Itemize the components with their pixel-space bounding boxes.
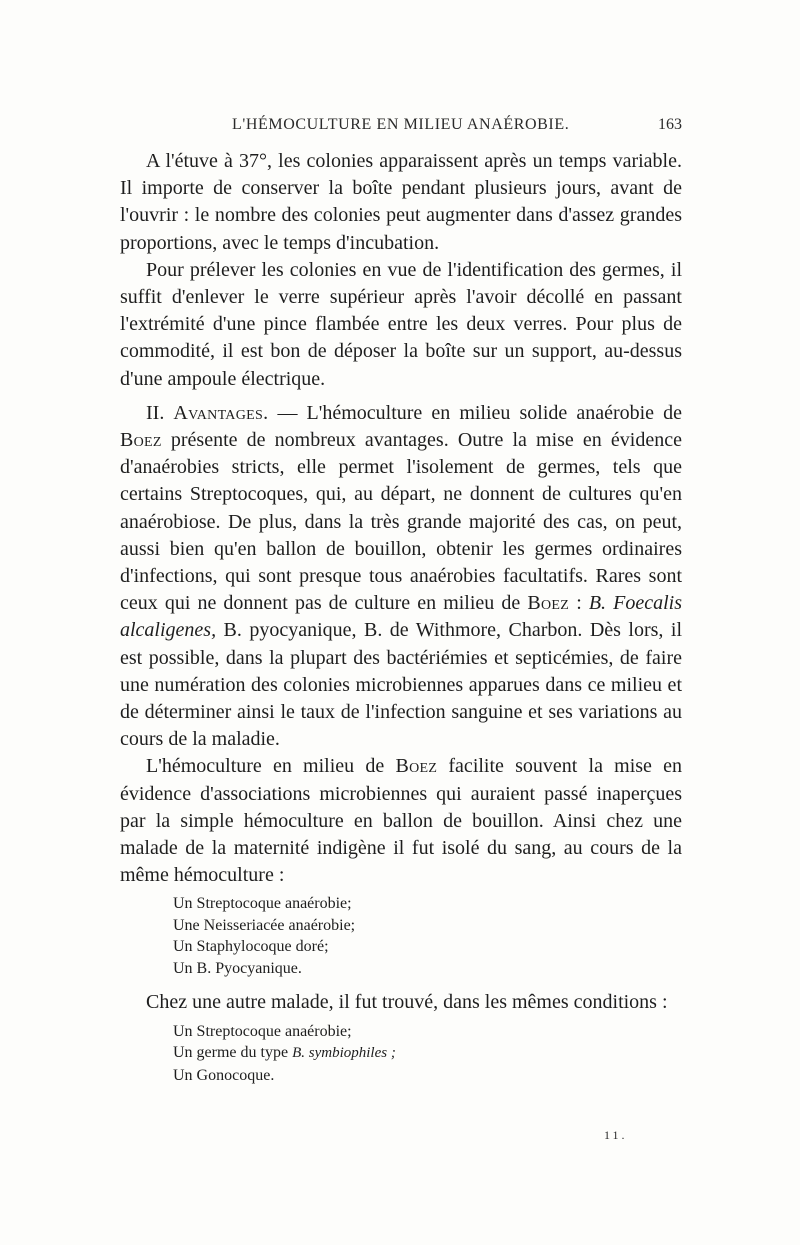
section-numeral: II.	[146, 401, 165, 424]
paragraph-second-patient: Chez une autre malade, il fut trouvé, dans les mêmes conditions :	[146, 991, 668, 1014]
body-text	[120, 148, 682, 1092]
author-name: Boez	[527, 592, 570, 615]
species-name: B. Foecalis alcaligenes,	[120, 592, 682, 642]
list-item	[173, 1042, 682, 1065]
paragraph-incubation: A l'étuve à 37°, les colonies apparaissent après un temps variable. Il importe de conserver la boîte pendant plusieurs jours, avant de l'ouvrir : le nombre des colonies peut augmenter dans d'assez grandes proportions, avec le temps d'incubation.	[120, 150, 682, 254]
running-title: L'HÉMOCULTURE EN MILIEU ANAÉROBIE.	[232, 116, 570, 133]
paragraph-sampling: Pour prélever les colonies en vue de l'identification des germes, il suffit d'enlever le verre supérieur après l'avoir décollé en passant l'extrémité d'une pince flambée entre les deux verres. Pour plus de commodité, il est bon de déposer la boîte sur un support, au-dessus d'une ampoule électrique.	[120, 258, 682, 390]
list-item: Un Gonocoque.	[173, 1066, 275, 1084]
list-item: Un Streptocoque anaérobie;	[173, 895, 352, 913]
page-number: 163	[658, 116, 682, 133]
text-run: Un germe du type	[173, 1044, 293, 1062]
sheet-signature: 11.	[604, 1128, 628, 1142]
text-run: :	[569, 592, 589, 615]
section-heading: Avantages.	[173, 401, 269, 424]
page-header	[120, 116, 682, 140]
list-item: Une Neisseriacée anaérobie;	[173, 916, 356, 934]
list-item: Un Staphylocoque doré;	[173, 938, 329, 956]
author-name: Boez	[395, 755, 438, 778]
text-run: — L'hémoculture en milieu solide anaérobie de	[268, 401, 683, 424]
list-item: Un Streptocoque anaérobie;	[173, 1022, 352, 1040]
paragraph-advantages	[120, 400, 682, 754]
list-item: Un B. Pyocyanique.	[173, 959, 302, 977]
text-run: facilite souvent la mise en évidence d'associations microbiennes qui auraient passé inaperçues par la simple hémoculture en ballon de bouillon. Ainsi chez une malade de la maternité indigène il fut isolé du sang, au cours de la même hémoculture :	[120, 755, 683, 887]
text-run: L'hémoculture en milieu de	[146, 755, 396, 778]
germ-list-first	[120, 893, 682, 979]
paragraph-associations	[120, 753, 682, 889]
author-name: Boez	[120, 429, 162, 452]
text-run: présente de nombreux avantages. Outre la mise en évidence d'anaérobies stricts, elle permet l'isolement de germes, tels que certains Streptocoques, qui, au départ, ne donnent de cultures qu'en anaérobiose. De plus, dans la très grande majorité des cas, on peut, aussi bien qu'en ballon de bouillon, obtenir les germes ordinaires d'infections, qui sont presque tous anaérobies facultatifs. Rares sont ceux qui ne donnent pas de culture en milieu de	[120, 429, 682, 615]
species-name: B. symbiophiles ;	[292, 1045, 396, 1062]
text-run: B. pyocyanique, B. de Withmore, Charbon. Dès lors, il est possible, dans la plupart des bactériémies et septicémies, de faire une numération des colonies microbiennes apparues dans ce milieu et de déterminer ainsi le taux de l'infection sanguine et ses variations au cours de la maladie.	[120, 619, 682, 751]
germ-list-second	[120, 1021, 682, 1087]
